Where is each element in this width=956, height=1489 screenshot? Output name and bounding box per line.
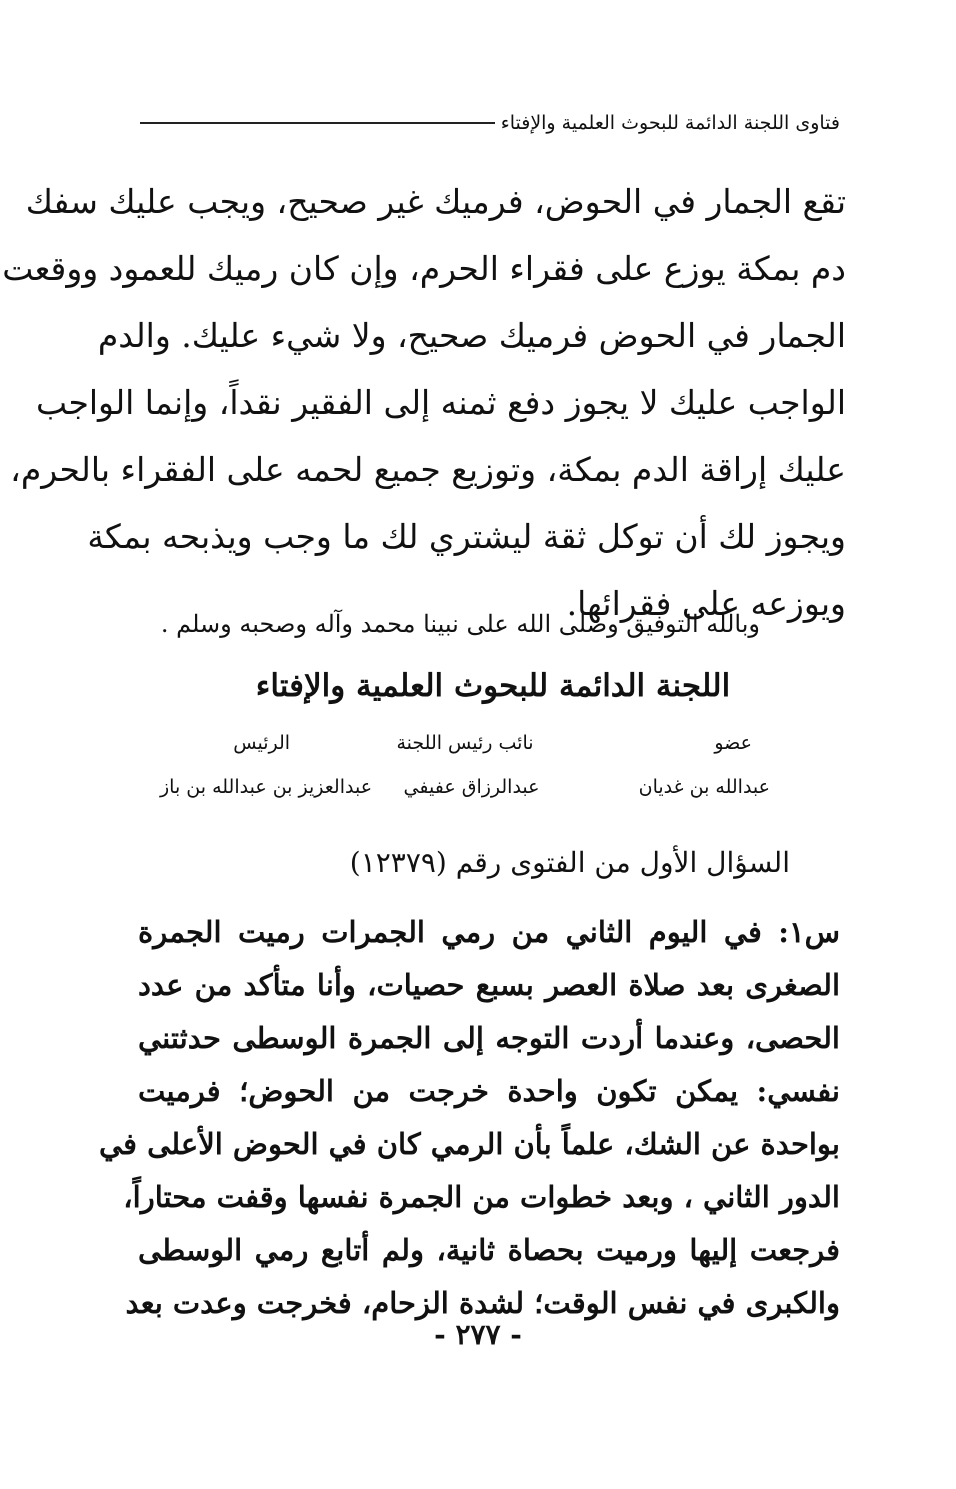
running-header <box>140 108 840 138</box>
header-rule <box>140 122 495 124</box>
question-line: س١: في اليوم الثاني من رمي الجمرات رميت الجمرة <box>138 915 840 949</box>
question-line: والكبرى في نفس الوقت؛ لشدة الزحام، فخرجت وعدت بعد <box>125 1286 840 1320</box>
header-title: فتاوى اللجنة الدائمة للبحوث العلمية والإفتاء <box>500 112 840 134</box>
question-line: بواحدة عن الشك، علماً بأن الرمي كان في الحوض الأعلى في <box>98 1127 840 1161</box>
question-heading: السؤال الأول من الفتوى رقم (١٢٣٧٩) <box>349 846 790 879</box>
name-chairman: عبدالعزيز بن عبدالله بن باز <box>160 776 373 798</box>
answer-line: تقع الجمار في الحوض، فرميك غير صحيح، ويجب عليك سفك <box>25 182 846 221</box>
answer-line: ويوزعه على فقرائها. <box>566 584 846 623</box>
page-number: - ٢٧٧ - <box>434 1318 522 1351</box>
committee-names <box>160 776 770 798</box>
question-line: الدور الثاني ، وبعد خطوات من الجمرة نفسها وقفت محتاراً، <box>123 1180 840 1214</box>
question-line: الحصى، وعندما أردت التوجه إلى الجمرة الوسطى حدثتني <box>138 1021 840 1055</box>
answer-line: دم بمكة يوزع على فقراء الحرم، وإن كان رميك للعمود ووقعت <box>2 249 846 288</box>
committee-title: اللجنة الدائمة للبحوث العلمية والإفتاء <box>255 668 731 704</box>
question-line: الصغرى بعد صلاة العصر بسبع حصيات، وأنا متأكد من عدد <box>138 968 840 1002</box>
name-member: عبدالله بن غديان <box>638 776 770 798</box>
fatwa-answer-text <box>2 168 846 637</box>
question-line: نفسي: يمكن تكون واحدة خرجت من الحوض؛ فرميت <box>138 1074 840 1108</box>
answer-line: ويجوز لك أن توكل ثقة ليشتري لك ما وجب ويذبحه بمكة <box>87 517 846 556</box>
question-line: فرجعت إليها ورميت بحصاة ثانية، ولم أتابع رمي الوسطى <box>138 1233 840 1267</box>
role-chairman: الرئيس <box>233 732 291 754</box>
answer-line: عليك إراقة الدم بمكة، وتوزيع جميع لحمه على الفقراء بالحرم، <box>10 450 846 489</box>
role-member: عضو <box>714 732 752 754</box>
answer-line: الواجب عليك لا يجوز دفع ثمنه إلى الفقير نقداً، وإنما الواجب <box>36 383 846 422</box>
answer-line: الجمار في الحوض فرميك صحيح، ولا شيء عليك. والدم <box>97 316 846 355</box>
name-vice-chairman: عبدالرزاق عفيفي <box>403 776 540 798</box>
committee-roles <box>160 732 770 754</box>
role-vice-chairman: نائب رئيس اللجنة <box>396 732 534 754</box>
question-text <box>98 906 840 1330</box>
closing-prayer: وبالله التوفيق وصلى الله على نبينا محمد وآله وصحبه وسلم . <box>160 610 760 638</box>
